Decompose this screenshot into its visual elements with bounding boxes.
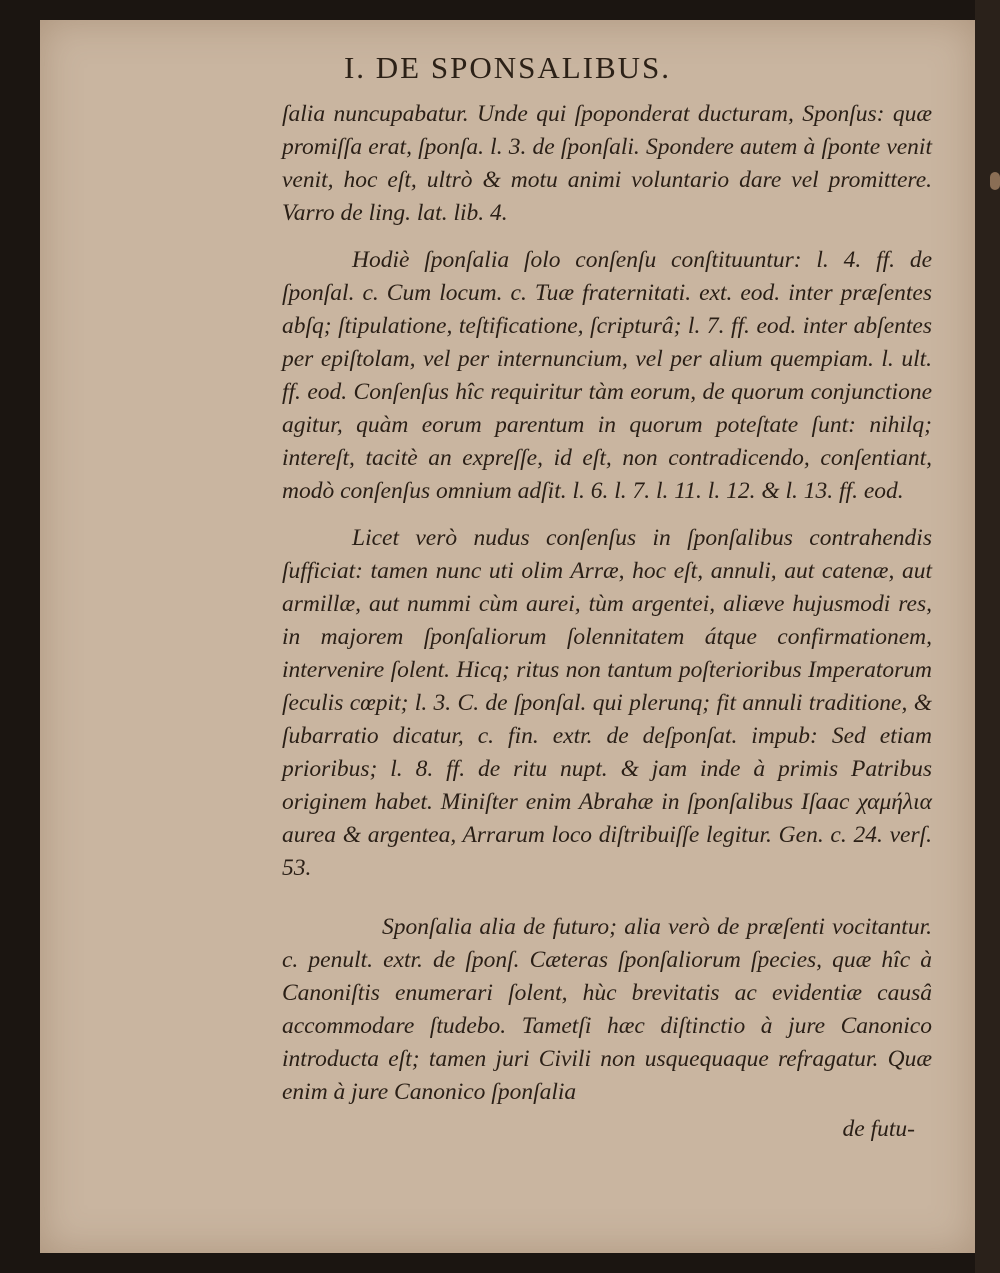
paragraph-3: Licet verò nudus conſenſus in ſponſalibus contrahendis ſufficiat: tamen nunc uti olim Arræ, hoc eſt, annuli, aut catenæ, aut armillæ, aut nummi cùm aurei, tùm argentei, aliæve hujusmodi res, in majorem ſponſaliorum ſolennitatem átque confirmationem, intervenire ſolent. Hicq; ritus non tantum poſterioribus Imperatorum ſeculis cœpit; l. 3. C. de ſponſal. qui plerunq; fit annuli traditione, & ſubarratio dicatur, c. fin. extr. de deſponſat. impub: Sed etiam prioribus; l. 8. ff. de ritu nupt. & jam inde à primis Patribus originem habet. Miniſter enim Abrahæ in ſponſalibus Iſaac χαμήλια aurea & argentea, Arrarum loco diſtribuiſſe legitur. Gen. c. 24. verſ. 53.	[282, 525, 932, 881]
paragraph-4: Sponſalia alia de futuro; alia verò de præſenti vocitantur. c. penult. extr. de ſponſ. Cæteras ſponſaliorum ſpecies, quæ hîc à Canoniſtis enumerari ſolent, hùc brevitatis ac evidentiæ causâ accommodare ſtudebo. Tametſi hæc diſtinctio à jure Canonico introducta eſt; tamen juri Civili non usquequaque refragatur. Quæ enim à jure Canonico ſponſalia	[282, 914, 932, 1105]
page-edge-mark	[990, 172, 1000, 190]
book-spine-edge	[975, 0, 1000, 1273]
catchword: de futu-	[842, 1116, 915, 1142]
page-body	[282, 98, 932, 1123]
paragraph-1: ſalia nuncupabatur. Unde qui ſpoponderat ducturam, Sponſus: quæ promiſſa erat, ſponſa. l. 3. de ſponſali. Spondere autem à ſponte venit venit, hoc eſt, ultrò & motu animi voluntario dare vel promittere. Varro de ling. lat. lib. 4.	[282, 101, 932, 226]
paragraph-2: Hodiè ſponſalia ſolo conſenſu conſtituuntur: l. 4. ff. de ſponſal. c. Cum locum. c. Tuæ fraternitati. ext. eod. inter præſentes abſq; ſtipulatione, teſtificatione, ſcripturâ; l. 7. ff. eod. inter abſentes per epiſtolam, vel per internuncium, vel per alium quempiam. l. ult. ff. eod. Conſenſus hîc requiritur tàm eorum, de quorum conjunctione agitur, quàm eorum parentum in quorum poteſtate ſunt: nihilq; intereſt, tacitè an expreſſe, id eſt, non contradicendo, conſentiant, modò conſenſus omnium adſit. l. 6. l. 7. l. 11. l. 12. & l. 13. ff. eod.	[282, 247, 932, 504]
running-title: I. DE SPONSALIBUS.	[343, 50, 672, 85]
book-page	[40, 20, 975, 1253]
